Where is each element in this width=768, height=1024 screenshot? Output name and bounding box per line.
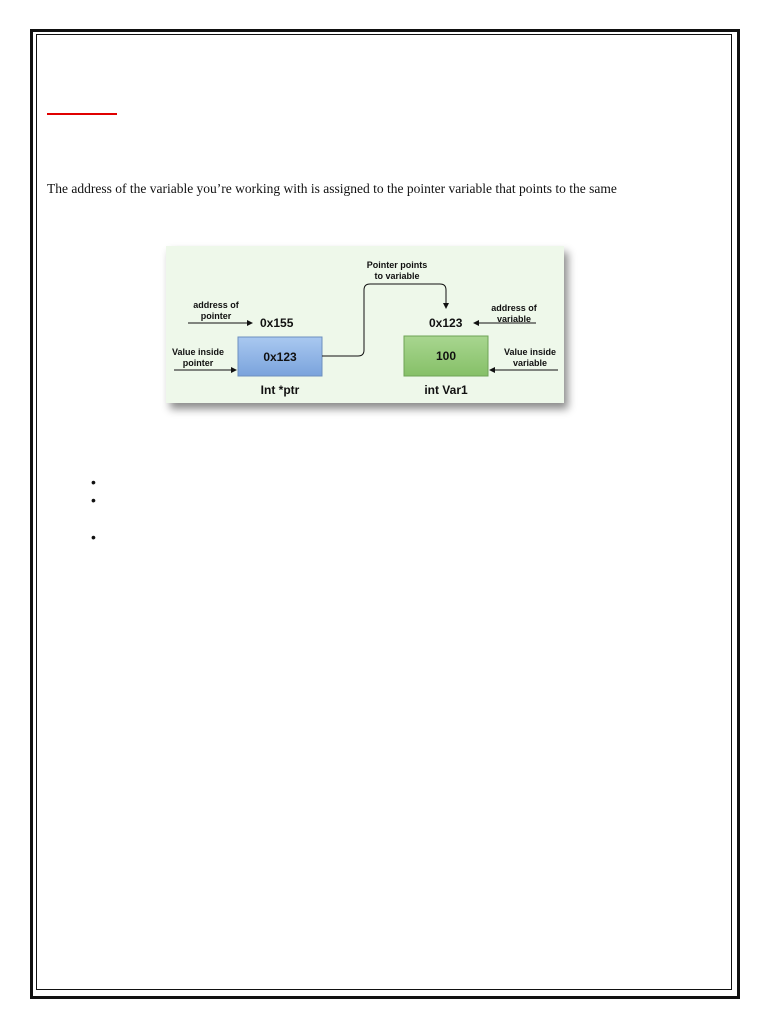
address-of-variable-label-line2: variable — [496, 314, 532, 324]
list-item — [91, 492, 96, 508]
value-inside-variable-label-line2: variable — [512, 358, 548, 368]
heading-underline — [47, 113, 117, 115]
pointer-address: 0x155 — [260, 316, 294, 330]
pointer-diagram-svg — [166, 246, 564, 403]
pointer-box-value: 0x123 — [263, 350, 297, 364]
bullet-marker: • — [91, 492, 96, 508]
bullet-marker: • — [91, 529, 96, 545]
pointer-caption: Int *ptr — [260, 383, 300, 397]
variable-address: 0x123 — [429, 316, 463, 330]
list-item — [91, 529, 96, 545]
pointer-diagram — [166, 246, 564, 403]
value-inside-pointer-label-line2: pointer — [182, 358, 214, 368]
pointer-points-label-line2: to variable — [374, 271, 420, 281]
value-inside-variable-label-line1: Value inside — [503, 347, 557, 357]
address-of-pointer-label-line2: pointer — [200, 311, 232, 321]
variable-box-value: 100 — [435, 349, 457, 363]
address-of-pointer-label-line1: address of — [193, 300, 239, 310]
list-item — [91, 474, 96, 490]
value-inside-pointer-label-line1: Value inside — [171, 347, 225, 357]
pointer-points-label-line1: Pointer points — [366, 260, 428, 270]
bullet-marker: • — [91, 474, 96, 490]
intro-paragraph: The address of the variable you’re working with is assigned to the pointer variable that points to the same — [47, 181, 617, 196]
address-of-variable-label-line1: address of — [491, 303, 537, 313]
variable-caption: int Var1 — [424, 383, 468, 397]
page-border-inner — [36, 34, 732, 990]
